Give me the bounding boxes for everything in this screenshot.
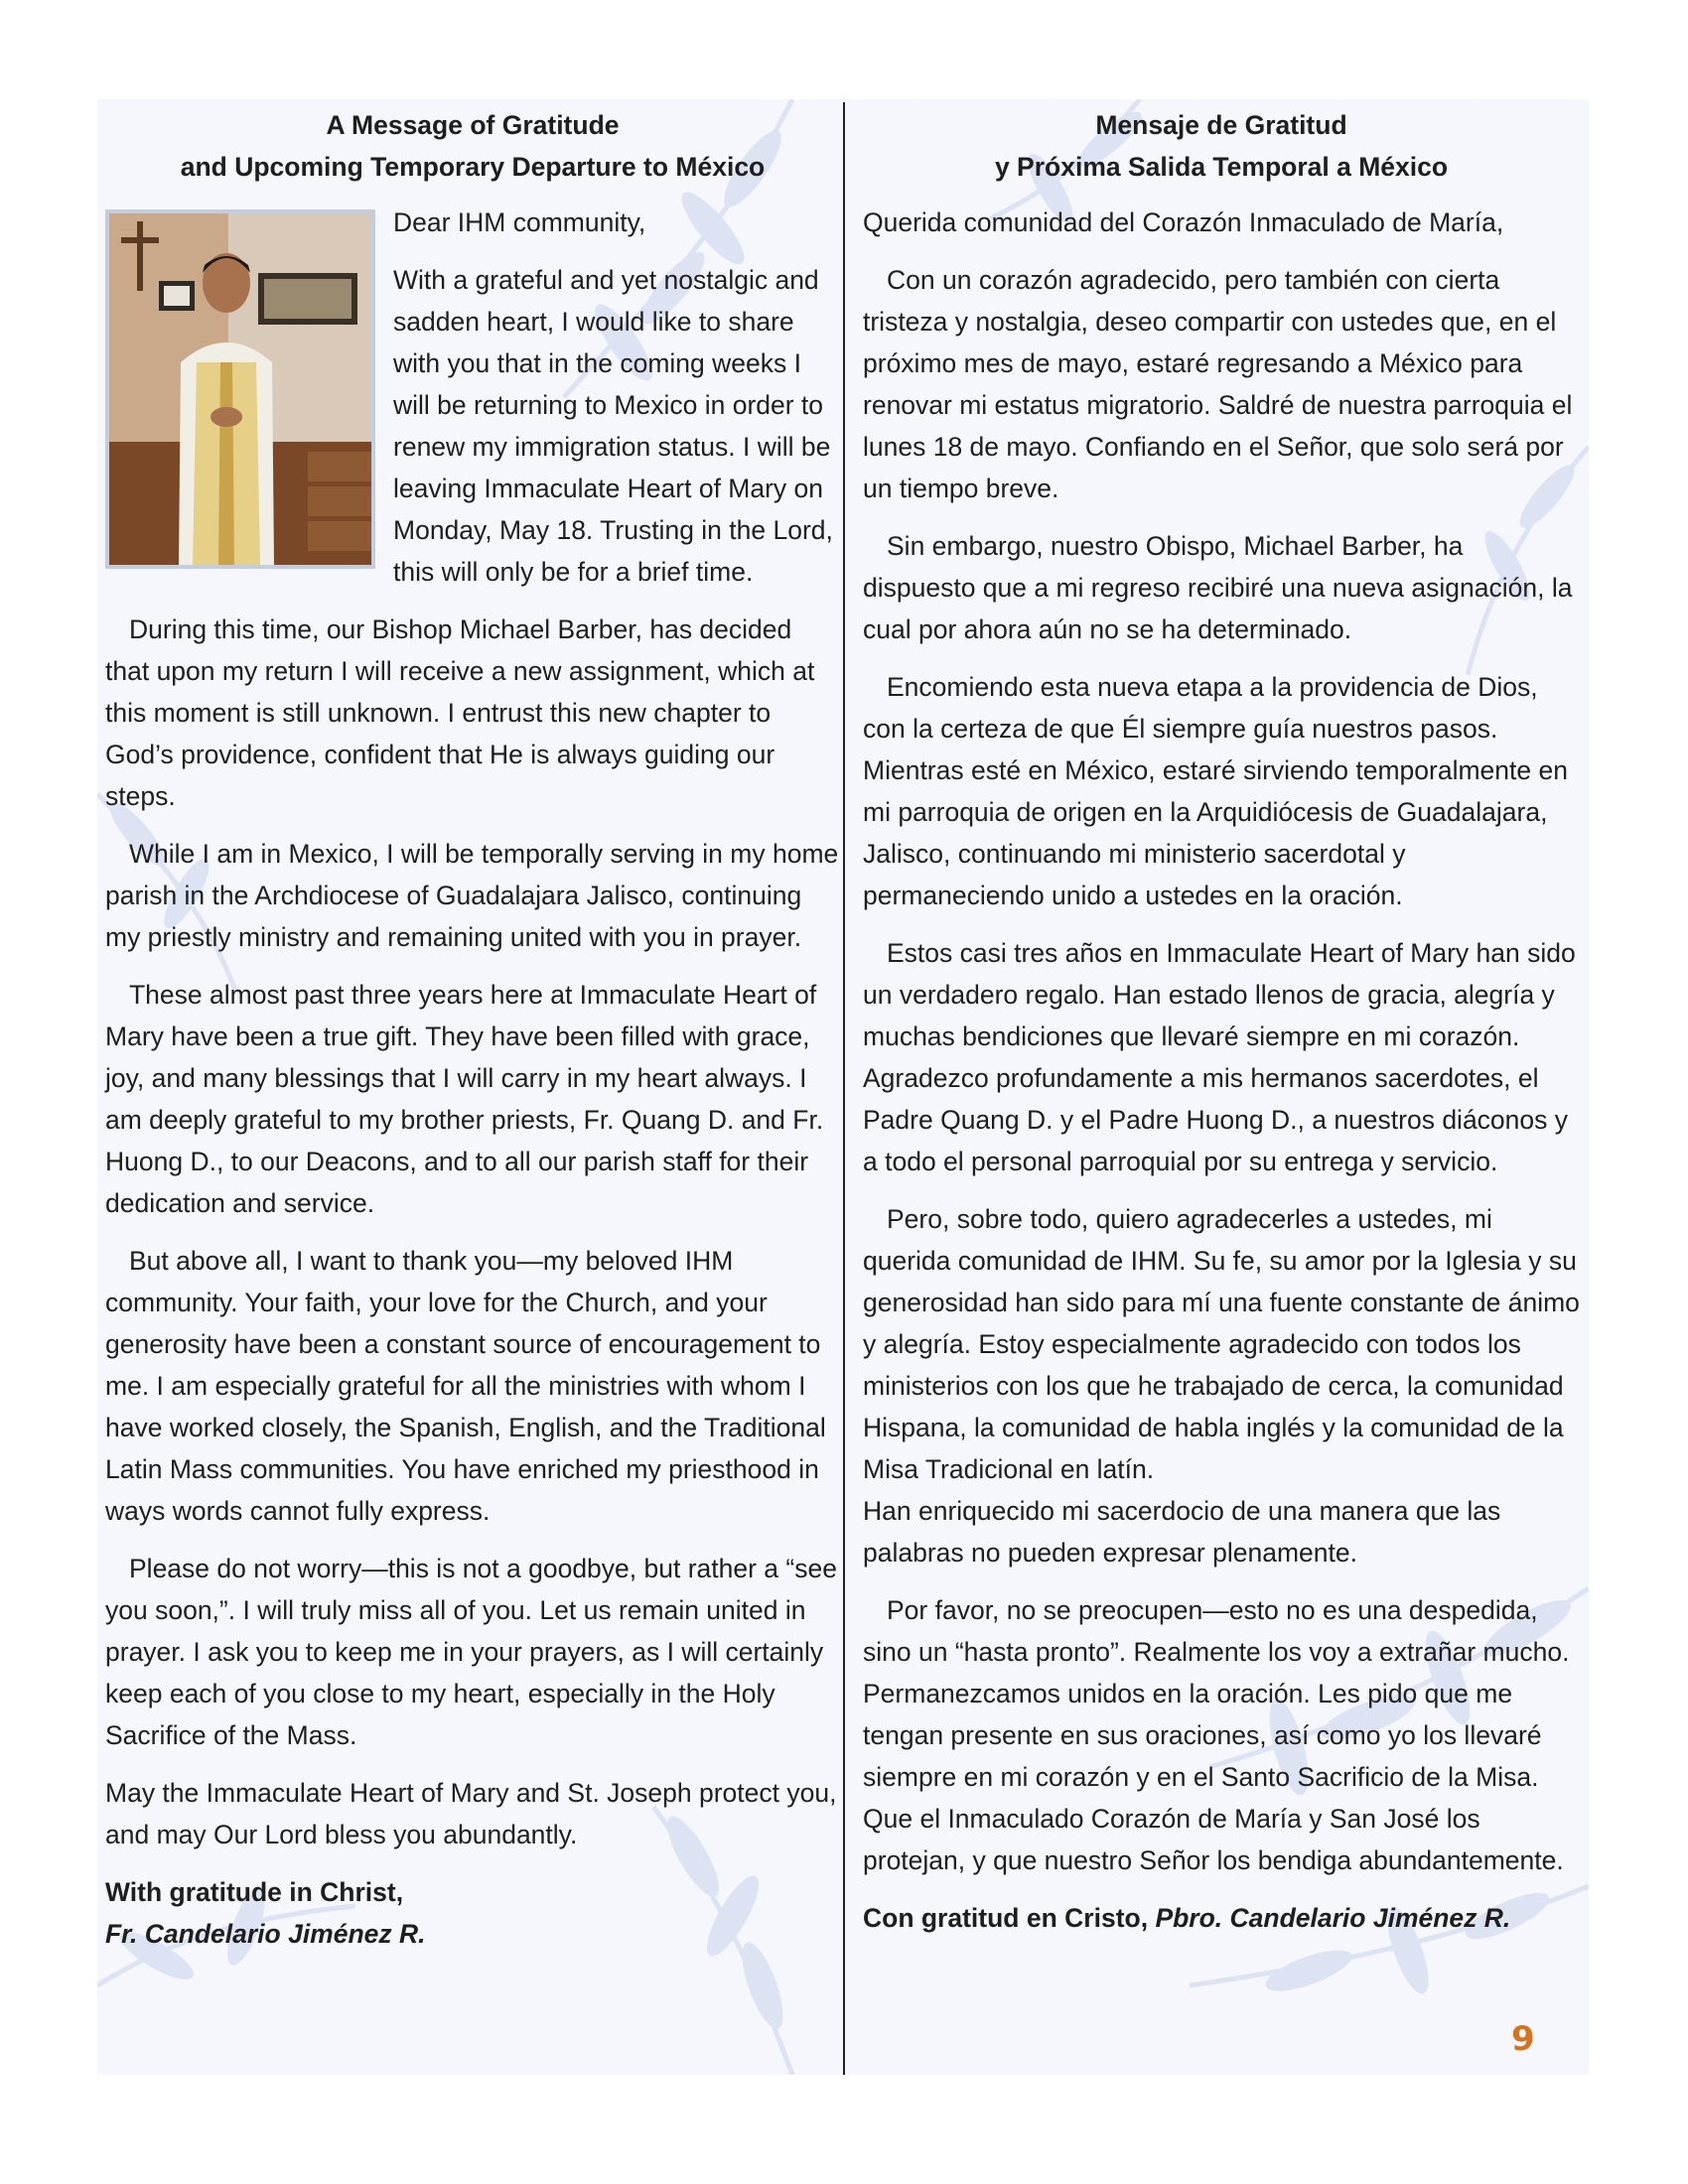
priest-photo-illustration [109,213,371,565]
spanish-paragraph: Encomiendo esta nueva etapa a la providencia de Dios, con la certeza de que Él siempre guía nuestros pasos. Mientras esté en México, estaré sirviendo temporalmente en mi parroquia de origen en la Arquidiócesis de Guadalajara, Jalisco, continuando mi ministerio sacerdotal y permaneciendo unido a ustedes en la oración. [863,672,1568,910]
spanish-column [863,104,1580,1939]
page-number: 9 [1511,2019,1535,2059]
english-title-line1: A Message of Gratitude [326,110,620,140]
english-closing: With gratitude in Christ, [105,1877,404,1907]
english-paragraph: While I am in Mexico, I will be temporally serving in my home parish in the Archdiocese of Guadalajara Jalisco, continuing my priestly ministry and remaining united with you in prayer. [105,839,839,952]
english-greeting: Dear IHM community, [393,207,646,237]
english-paragraph: Please do not worry—this is not a goodbye, but rather a “see you soon,”. I will truly miss all of you. Let us remain united in prayer. I ask you to keep me in your prayers, as I will certainly keep each of you close to my heart, especially in the Holy Sacrifice of the Mass. [105,1554,837,1750]
english-title [105,104,840,188]
english-signature: Fr. Candelario Jiménez R. [105,1919,426,1949]
english-paragraph: These almost past three years here at Immaculate Heart of Mary have been a true gift. They have been filled with grace, joy, and many blessings that I will carry in my heart always. I am deeply grateful to my brother priests, Fr. Quang D. and Fr. Huong D., to our Deacons, and to all our parish staff for their dedication and service. [105,980,824,1218]
spanish-title [863,104,1580,188]
spanish-paragraph: Con un corazón agradecido, pero también con cierta tristeza y nostalgia, deseo compartir con ustedes que, en el próximo mes de mayo, estaré regresando a México para renovar mi estatus migratorio. Saldré de nuestra parroquia el lunes 18 de mayo. Confiando en el Señor, que solo será por un tiempo breve. [863,265,1573,503]
english-signoff [105,1871,840,1955]
spanish-signature: Pbro. Candelario Jiménez R. [1155,1903,1511,1933]
column-divider [843,102,845,2075]
spanish-closing: Con gratitud en Cristo, [863,1903,1156,1933]
priest-photo [105,209,375,569]
spanish-thanks: Pero, sobre todo, quiero agradecerles a ustedes, mi querida comunidad de IHM. Su fe, su amor por la Iglesia y su generosidad han sido para mí una fuente constante de ánimo y alegría. Estoy especialmente agradecido con todos los ministerios con los que he trabajado de cerca, la comunidad Hispana, la comunidad de habla inglés y la comunidad de la Misa Tradicional en latín. [863,1204,1580,1484]
spanish-title-line1: Mensaje de Gratitud [1095,110,1347,140]
spanish-paragraph: Sin embargo, nuestro Obispo, Michael Barber, ha dispuesto que a mi regreso recibiré una nueva asignación, la cual por ahora aún no se ha determinado. [863,531,1573,644]
spanish-greeting: Querida comunidad del Corazón Inmaculado de María, [863,207,1504,237]
english-column [105,104,840,1955]
english-paragraph: But above all, I want to thank you—my beloved IHM community. Your faith, your love for the Church, and your generosity have been a constant source of encouragement to me. I am especially grateful for all the ministries with whom I have worked closely, the Spanish, English, and the Traditional Latin Mass communities. You have enriched my priesthood in ways words cannot fully express. [105,1246,826,1526]
english-paragraph: During this time, our Bishop Michael Barber, has decided that upon my return I will receive a new assignment, which at this moment is still unknown. I entrust this new chapter to God’s providence, confident that He is always guiding our steps. [105,614,815,811]
english-intro: With a grateful and yet nostalgic and sadden heart, I would like to share with you that in the coming weeks I will be returning to Mexico in order to renew my immigration status. I will be leaving Immaculate Heart of Mary on Monday, May 18. Trusting in the Lord, [393,265,833,545]
spanish-farewell: Por favor, no se preocupen—esto no es una despedida, sino un “hasta pronto”. Realmente los voy a extrañar mucho. Permanezcamos unidos en la oración. Les pido que me tengan presente en sus oraciones, así como yo los llevaré siempre en mi corazón y en el Santo Sacrificio de la Misa. Que el Inmaculado Corazón de María y San José los protejan, y que nuestro Señor los bendiga abundantemente. [863,1595,1570,1875]
spanish-thanks-cont: Han enriquecido mi sacerdocio de una manera que las palabras no pueden expresar plenamente. [863,1496,1501,1568]
spanish-signoff [863,1897,1580,1939]
english-title-line2: and Upcoming Temporary Departure to México [180,152,766,182]
spanish-title-line2: y Próxima Salida Temporal a México [994,152,1449,182]
english-blessing: May the Immaculate Heart of Mary and St. Joseph protect you, and may Our Lord bless you abundantly. [105,1778,837,1849]
spanish-paragraph: Estos casi tres años en Immaculate Heart of Mary han sido un verdadero regalo. Han estado llenos de gracia, alegría y muchas bendiciones que llevaré siempre en mi corazón. Agradezco profundamente a mis hermanos sacerdotes, el Padre Quang D. y el Padre Huong D., a nuestros diáconos y a todo el personal parroquial por su entrega y servicio. [863,938,1576,1176]
english-intro-end: this will only be for a brief time. [393,557,754,587]
